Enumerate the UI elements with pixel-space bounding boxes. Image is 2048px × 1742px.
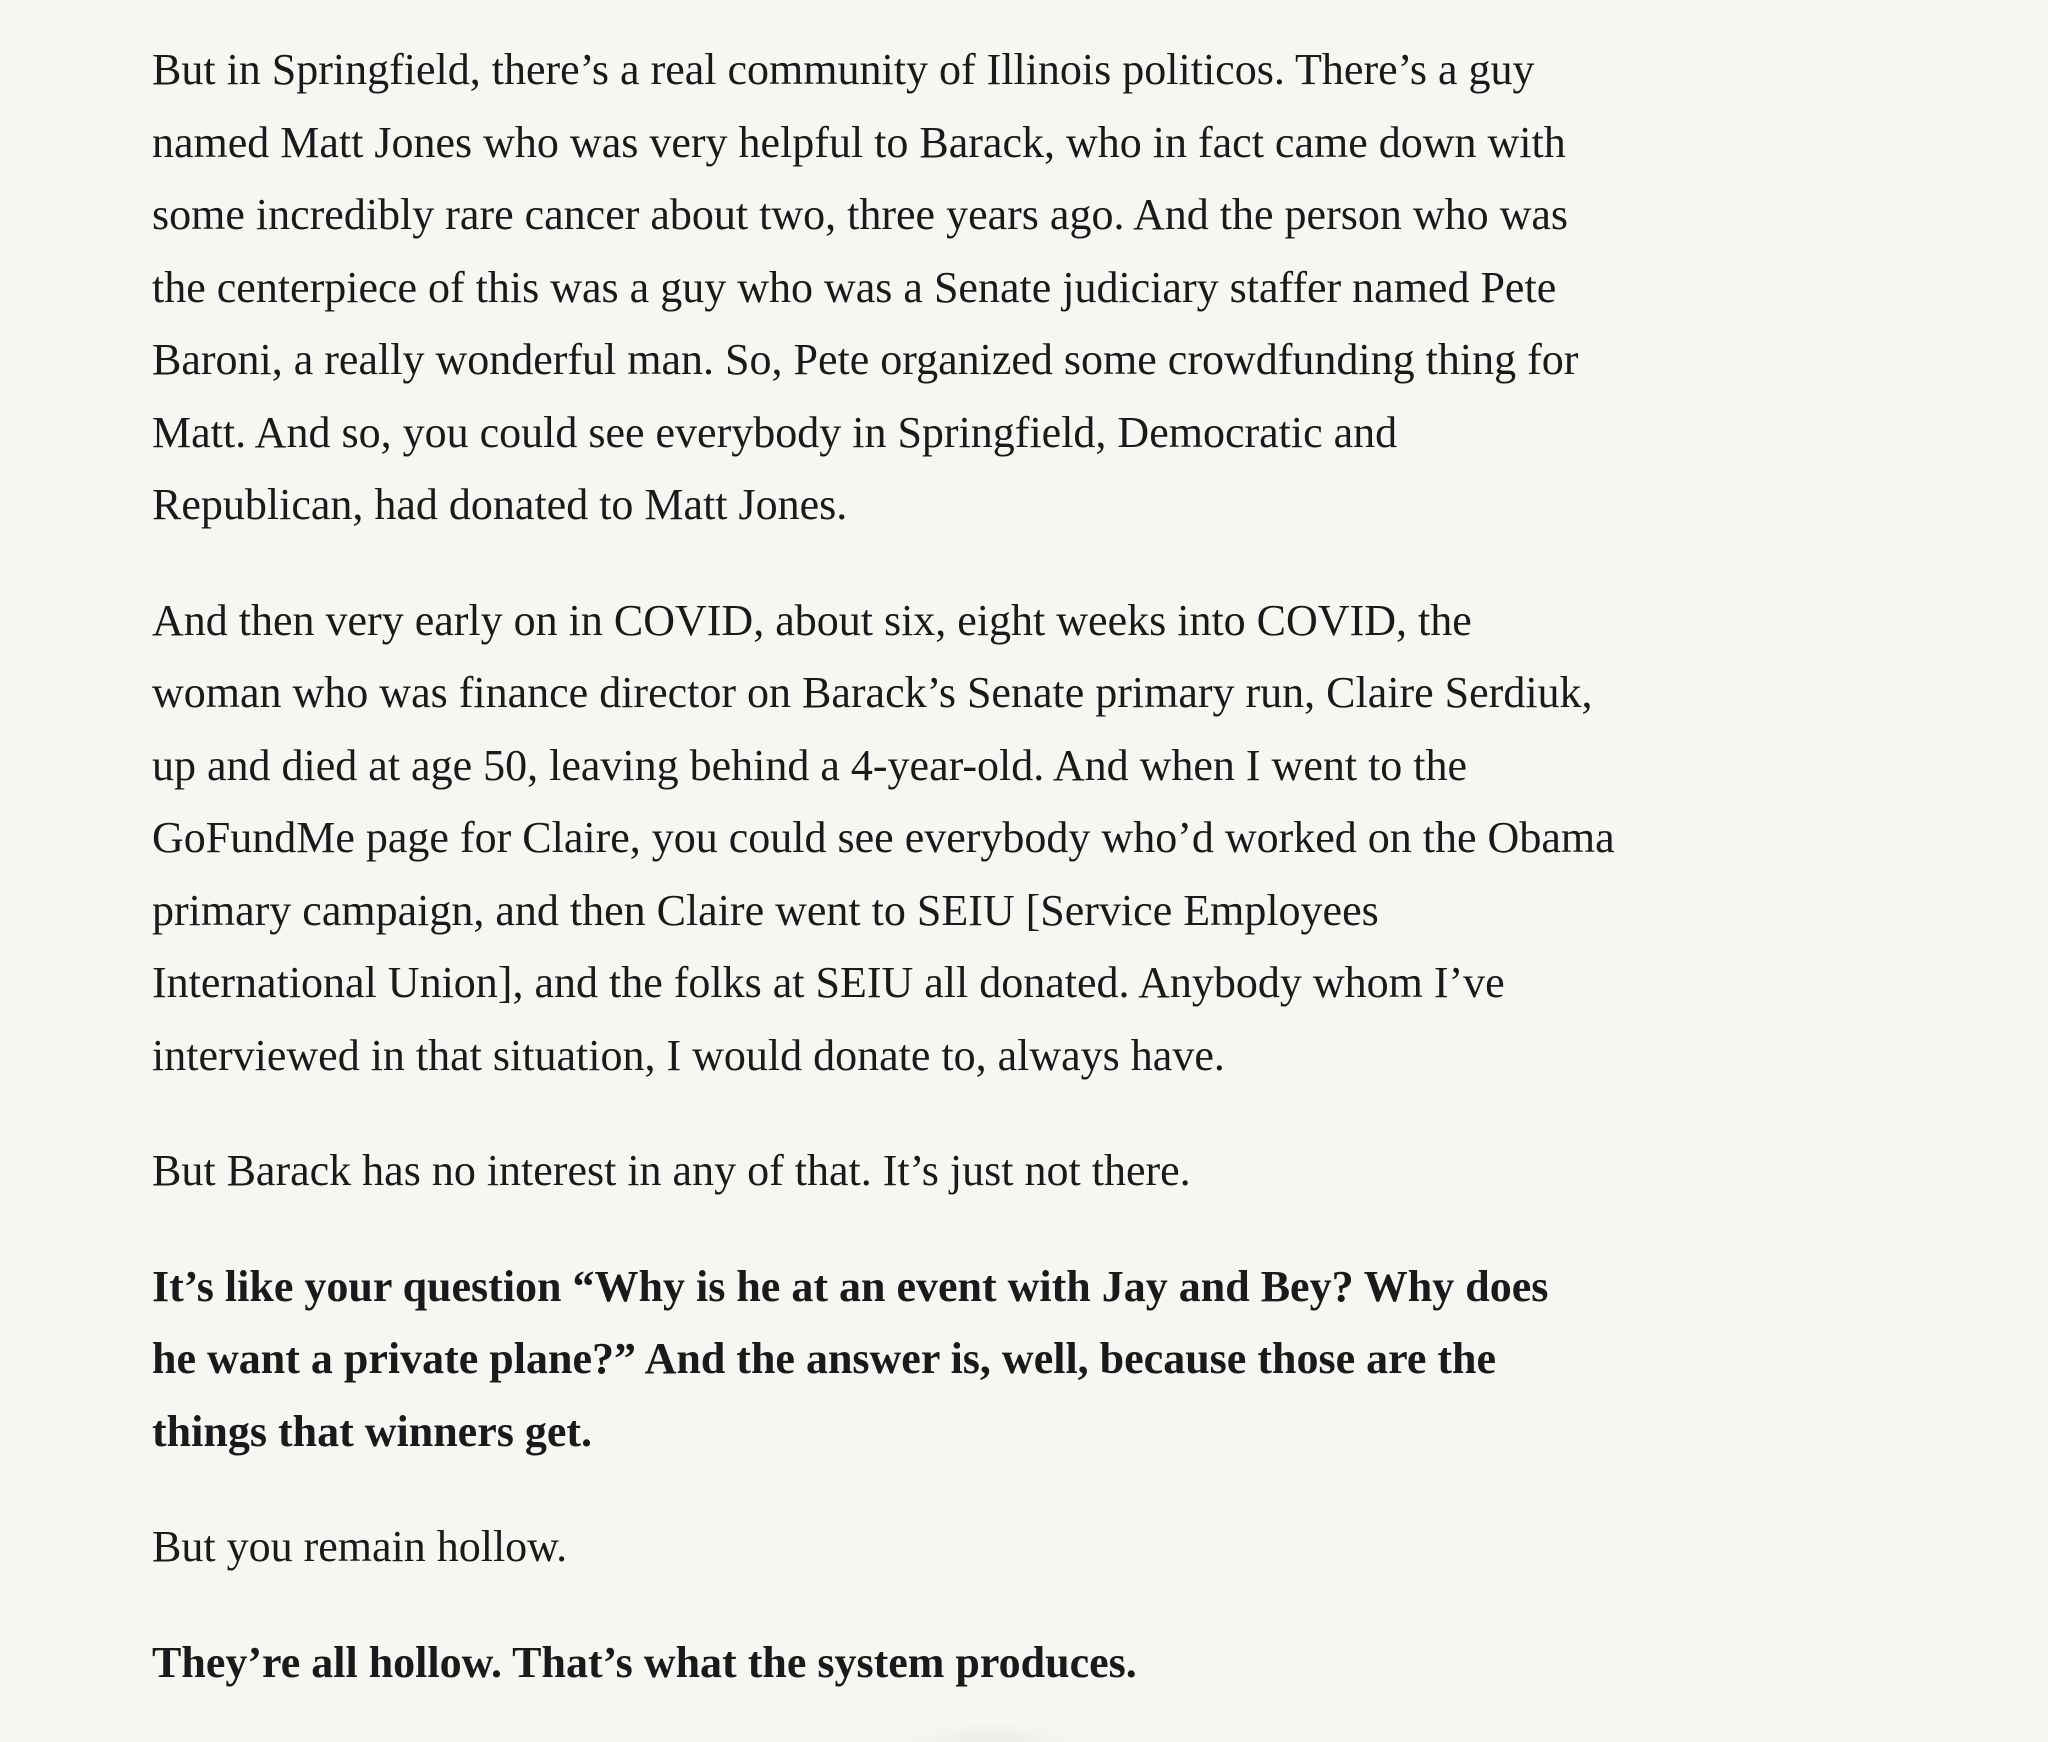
text-line: International Union], and the folks at SEIU all donated. Anybody whom I’ve: [152, 958, 1505, 1007]
text-line: But in Springfield, there’s a real community of Illinois politicos. There’s a guy: [152, 45, 1535, 94]
bottom-fade-decoration: [900, 1722, 1080, 1742]
text-line: It’s like your question “Why is he at an event with Jay and Bey? Why does: [152, 1261, 1549, 1311]
question-system: [152, 1627, 1872, 1700]
text-line: They’re all hollow. That’s what the system produces.: [152, 1637, 1137, 1687]
paragraph-springfield: [152, 34, 1872, 542]
text-line: named Matt Jones who was very helpful to Barack, who in fact came down with: [152, 117, 1566, 167]
text-line: And then very early on in COVID, about six, eight weeks into COVID, the: [152, 595, 1472, 645]
paragraph-covid: [152, 585, 1872, 1093]
text-line: primary campaign, and then Claire went to SEIU [Service Employees: [152, 885, 1379, 935]
text-line: some incredibly rare cancer about two, three years ago. And the person who was: [152, 190, 1569, 239]
text-line: Baroni, a really wonderful man. So, Pete organized some crowdfunding thing for: [152, 335, 1579, 384]
text-line: he want a private plane?” And the answer is, well, because those are the: [152, 1334, 1497, 1383]
article-body: [152, 34, 1872, 1699]
paragraph-hollow: [152, 1511, 1872, 1584]
text-line: things that winners get.: [152, 1406, 593, 1456]
question-winners: [152, 1251, 1872, 1469]
text-line: woman who was finance director on Barack’s Senate primary run, Claire Serdiuk,: [152, 668, 1593, 717]
text-line: up and died at age 50, leaving behind a 4-year-old. And when I went to the: [152, 740, 1468, 790]
text-line: But you remain hollow.: [152, 1522, 568, 1571]
paragraph-no-interest: [152, 1135, 1872, 1208]
text-line: Matt. And so, you could see everybody in Springfield, Democratic and: [152, 407, 1398, 457]
text-line: the centerpiece of this was a guy who was a Senate judiciary staffer named Pete: [152, 262, 1557, 312]
text-line: GoFundMe page for Claire, you could see everybody who’d worked on the Obama: [152, 813, 1615, 862]
text-line: But Barack has no interest in any of that. It’s just not there.: [152, 1146, 1191, 1195]
text-line: Republican, had donated to Matt Jones.: [152, 480, 848, 529]
text-line: interviewed in that situation, I would donate to, always have.: [152, 1030, 1225, 1080]
